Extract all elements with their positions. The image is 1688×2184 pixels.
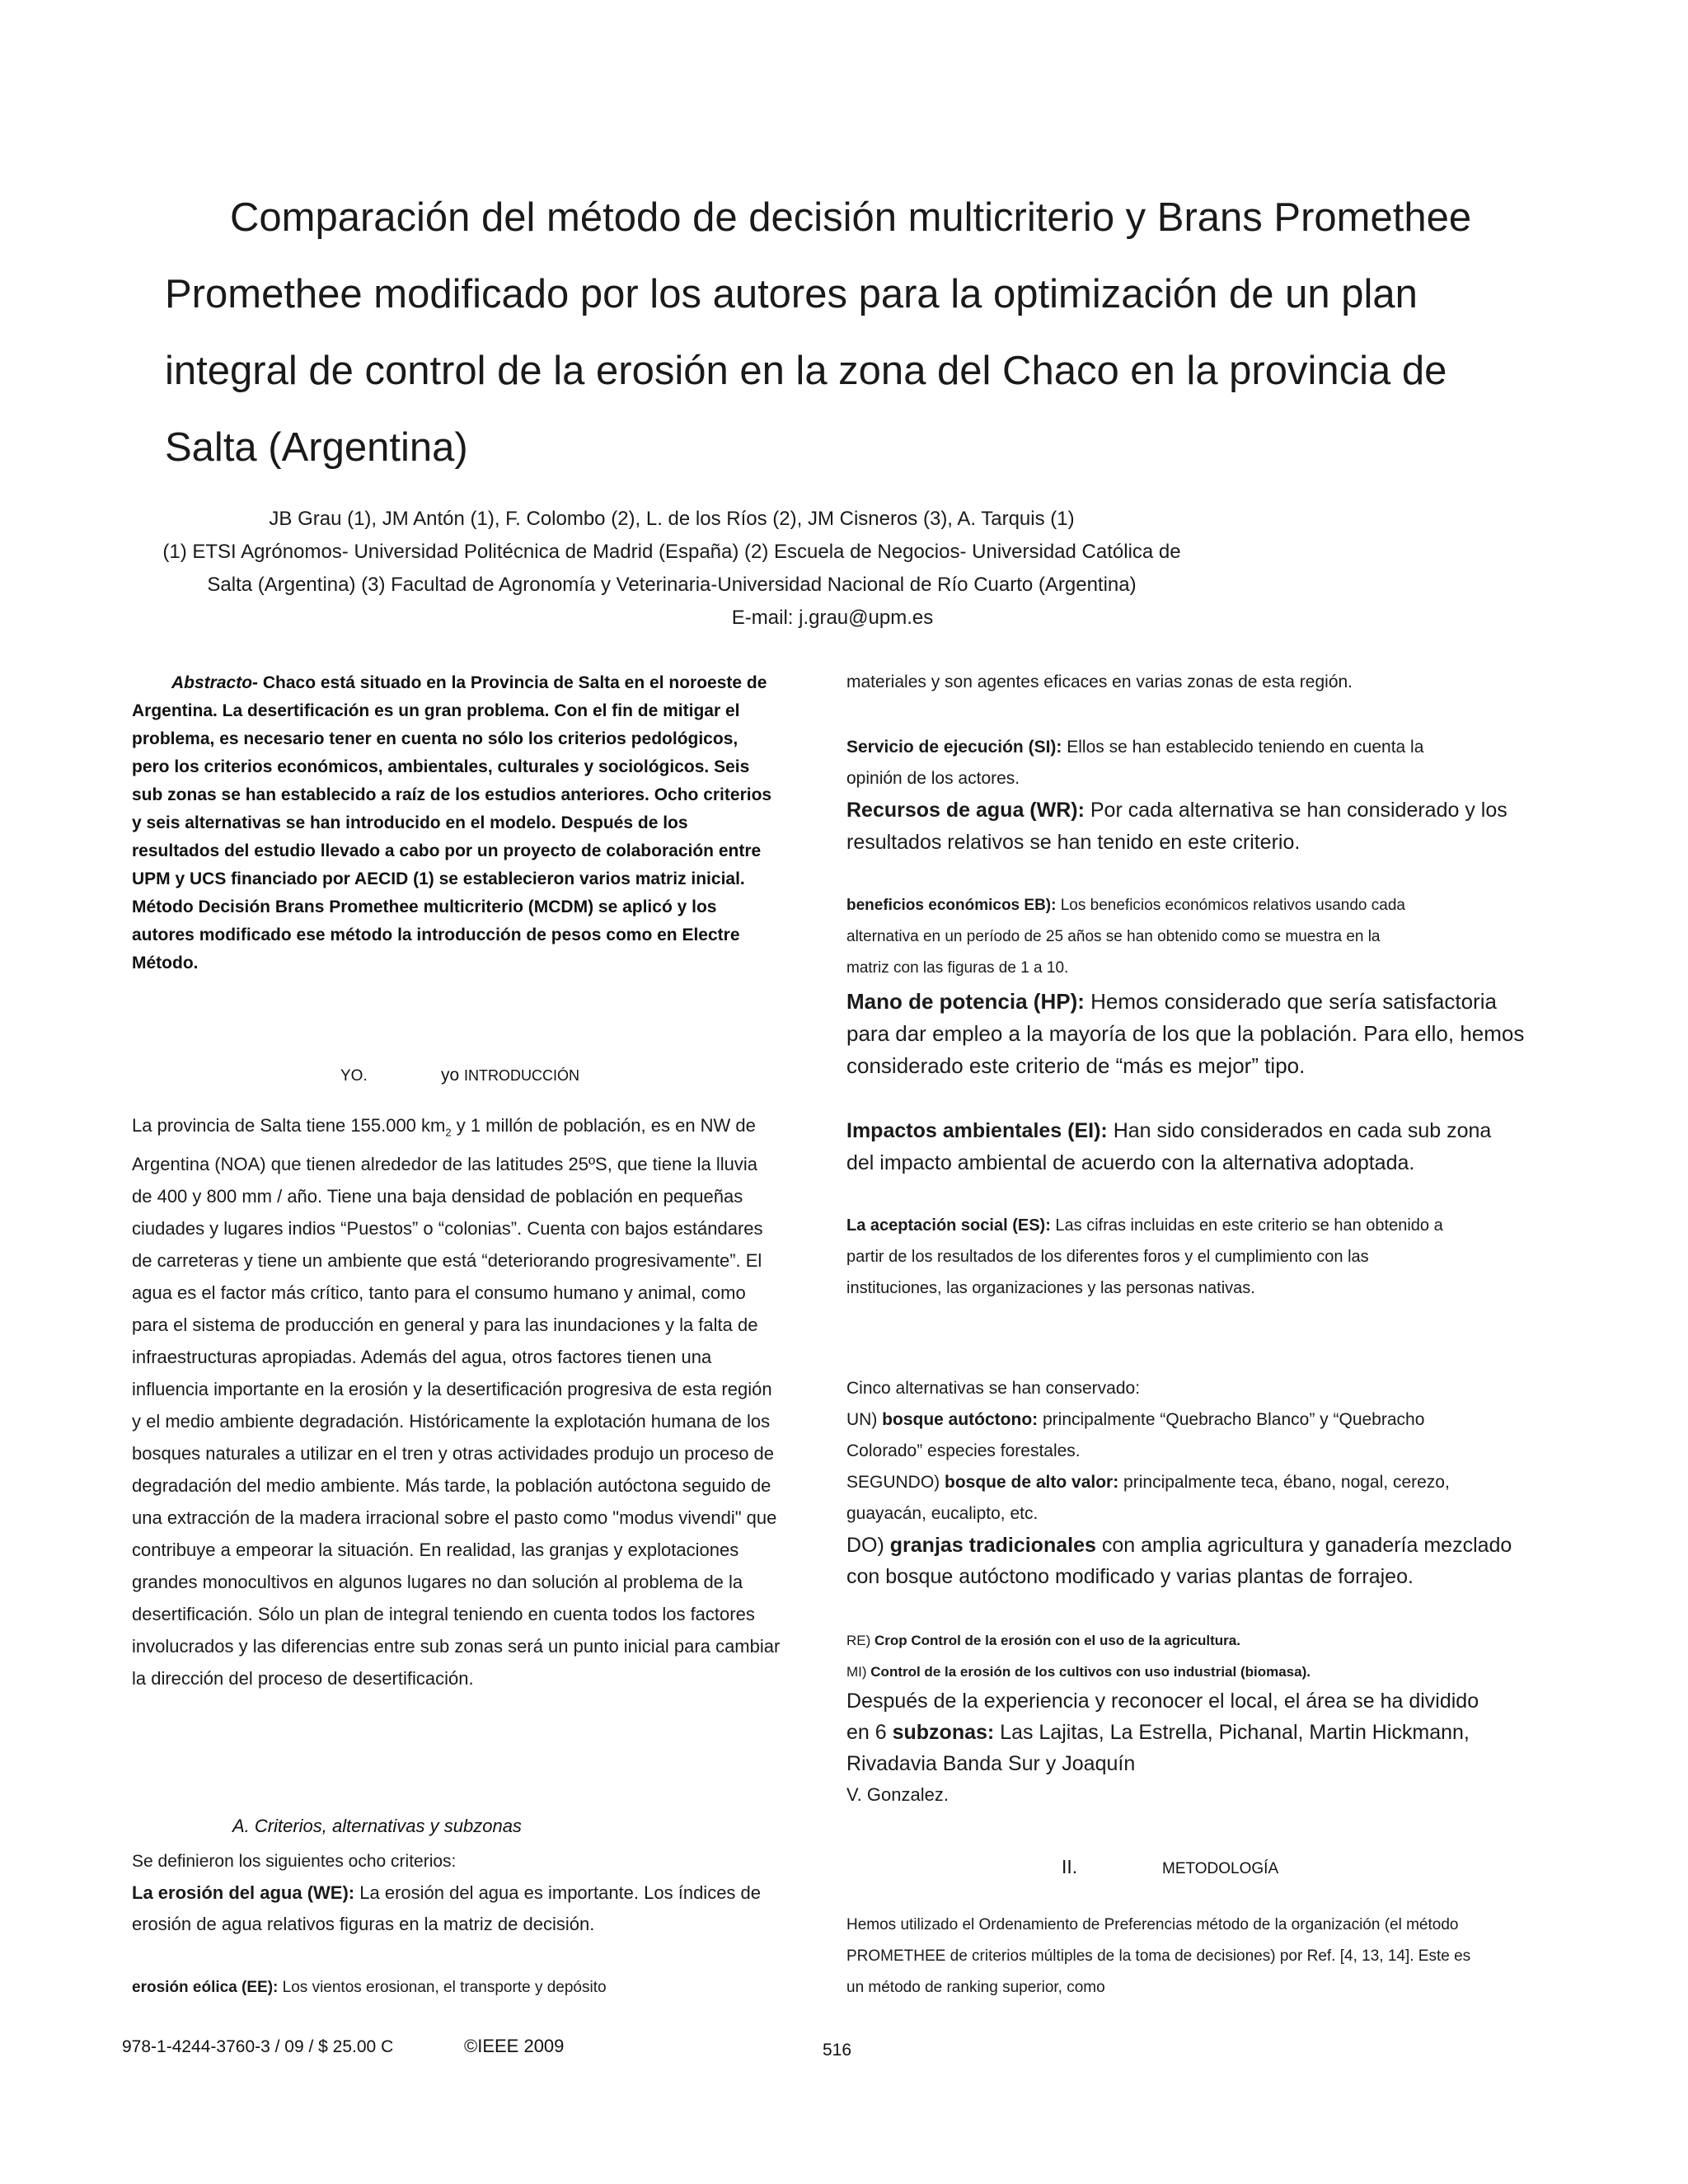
intro-line: contribuye a empeorar la situación. En realidad, las granjas y explotaciones [132,1540,739,1561]
subzones-text: en 6 [846,1721,893,1744]
criteria-body [132,1846,841,1940]
criterion-text: Han sido considerados en cada sub zona [1107,1119,1492,1142]
subzones-text: Rivadavia Banda Sur y Joaquín [846,1752,1136,1775]
alternative-text: con amplia agricultura y ganadería mezclado [1095,1534,1512,1557]
criterion-text: para dar empleo a la mayoría de los que la población. Para ello, hemos [846,1021,1525,1046]
introduction-body [132,1109,841,1694]
abstract [132,669,832,977]
criterion-text: Hemos considerado que sería satisfactoria [1084,989,1497,1014]
intro-line: influencia importante en la erosión y la desertificación progresiva de esta región [132,1379,772,1400]
subzones-text: Después de la experiencia y reconocer el local, el área se ha dividido [846,1690,1479,1713]
criterion-text: alternativa en un período de 25 años se han obtenido como se muestra en la [846,928,1381,945]
criterion-eb [846,890,1588,984]
section-title: INTRODUCCIÓN [464,1067,580,1084]
alternative-prefix: MI) [846,1664,871,1680]
title-line: Salta (Argentina) [165,425,468,470]
title-line: integral de control de la erosión en la zona del Chaco en la provincia de [165,349,1447,393]
alternative-label: bosque autóctono: [882,1410,1039,1429]
abstract-line: Método Decisión Brans Promethee multicriterio (MCDM) se aplicó y los [132,898,717,916]
criterion-label: Mano de potencia (HP): [846,989,1085,1014]
superscript-2: 2 [445,1126,452,1139]
subzones-text: Las Lajitas, La Estrella, Pichanal, Martin Hickmann, [994,1721,1470,1744]
criterion-es [846,1210,1588,1304]
alternatives-list [846,1373,1588,1592]
criterion-text: Los vientos erosionan, el transporte y depósito [278,1979,607,1996]
criterion-text: Las cifras incluidas en este criterio se han obtenido a [1050,1216,1443,1235]
criterion-text: Por cada alternativa se han considerado y los [1084,799,1507,822]
criterion-label: La aceptación social (ES): [846,1216,1051,1235]
abstract-line: Método. [132,954,199,972]
abstract-line: pero los criterios económicos, ambientales, culturales y sociológicos. Seis [132,757,750,776]
criterion-label: Servicio de ejecución (SI): [846,738,1062,757]
alternative-label: bosque de alto valor: [945,1473,1119,1492]
alternative-text: Crop Control de la erosión con el uso de la agricultura. [874,1633,1240,1648]
criterion-text: erosión de agua relativos figuras en la matriz de decisión. [132,1914,595,1934]
title-line: Promethee modificado por los autores para la optimización de un plan [165,272,1418,316]
criterion-text: matriz con las figuras de 1 a 10. [846,959,1069,977]
criterion-label: Impactos ambientales (EI): [846,1119,1108,1142]
intro-text: y 1 millón de población, es en NW de [451,1115,756,1136]
alternative-text: principalmente “Quebracho Blanco” y “Quebracho [1038,1410,1425,1429]
alternative-text: principalmente teca, ébano, nogal, cerezo, [1118,1473,1450,1492]
subzones [846,1685,1588,1811]
methodology-line: un método de ranking superior, como [846,1979,1105,1996]
intro-line: de carreteras y tiene un ambiente que está “deteriorando progresivamente”. El [132,1250,762,1272]
abstract-line: autores modificado ese método la introducción de pesos como en Electre [132,926,740,944]
criterion-ee [132,1971,841,2004]
section-number: YO. [340,1067,368,1085]
alternative-prefix: UN) [846,1410,883,1429]
alternative-text: guayacán, eucalipto, etc. [846,1504,1039,1523]
affiliation-line: (1) ETSI Agrónomos- Universidad Politécnica de Madrid (España) (2) Escuela de Negocios- Universidad Católica de [162,541,1181,563]
right-column [846,666,1588,698]
criterion-label: Recursos de agua (WR): [846,799,1085,822]
criterion-text: opinión de los actores. [846,769,1020,788]
alternative-prefix: DO) [846,1534,890,1557]
footer-copyright: ©IEEE 2009 [464,2036,565,2056]
criterion-label: erosión eólica (EE): [132,1979,279,1996]
criterion-text: del impacto ambiental de acuerdo con la alternativa adoptada. [846,1151,1415,1174]
intro-line: infraestructuras apropiadas. Además del agua, otros factores tienen una [132,1347,712,1368]
alternative-text: Control de la erosión de los cultivos con uso industrial (biomasa). [870,1664,1311,1680]
subsection-title: A. Criterios, alternativas y subzonas [232,1816,522,1836]
abstract-line: sub zonas se han establecido a raíz de los estudios anteriores. Ocho criterios [132,785,772,804]
alternative-label: granjas tradicionales [889,1534,1096,1557]
intro-text: La provincia de Salta tiene 155.000 km [132,1115,446,1136]
criterion-si [846,732,1588,859]
section-number-alt: yo [441,1066,460,1085]
affiliation-line: Salta (Argentina) (3) Facultad de Agronomía y Veterinaria-Universidad Nacional de Río Cuarto (Argentina) [207,574,1137,596]
criterion-text: La erosión del agua es importante. Los índices de [354,1882,762,1903]
subzones-label: subzonas: [892,1721,995,1744]
intro-line: una extracción de la madera irracional sobre el pasto como "modus vivendi" que [132,1507,777,1529]
methodology-line: Hemos utilizado el Ordenamiento de Preferencias método de la organización (el método [846,1916,1459,1933]
criterion-text: Ellos se han establecido teniendo en cuenta la [1062,738,1424,757]
abstract-line: Argentina. La desertificación es un gran problema. Con el fin de mitigar el [132,701,740,720]
intro-line: desertificación. Sólo un plan de integral teniendo en cuenta todos los factores [132,1604,755,1625]
criterion-text: Los beneficios económicos relativos usando cada [1056,897,1405,914]
intro-line: degradación del medio ambiente. Más tarde, la población autóctona seguido de [132,1475,771,1497]
author-email: E-mail: j.grau@upm.es [731,607,934,629]
alternative-text: con bosque autóctono modificado y varias plantas de forrajeo. [846,1565,1414,1588]
subzones-text: V. Gonzalez. [846,1784,949,1805]
author-names: JB Grau (1), JM Antón (1), F. Colombo (2), L. de los Ríos (2), JM Cisneros (3), A. Tarquis (1) [269,508,1075,530]
intro-line: involucrados y las diferencias entre sub zonas será un punto inicial para cambiar [132,1636,781,1657]
page-number: 516 [823,2041,852,2060]
intro-line: la dirección del proceso de desertificación. [132,1668,474,1690]
intro-line: bosques naturales a utilizar en el tren y otras actividades produjo un proceso de [132,1443,775,1465]
intro-line: Argentina (NOA) que tienen alrededor de las latitudes 25ºS, que tiene la lluvia [132,1154,757,1175]
paper-title [165,180,1550,486]
footer-isbn: 978-1-4244-3760-3 / 09 / $ 25.00 C [122,2037,394,2056]
section-title: METODOLOGÍA [1162,1860,1279,1877]
criterion-text: considerado este criterio de “más es mejor” tipo. [846,1053,1306,1078]
abstract-line: y seis alternativas se han introducido en el modelo. Después de los [132,813,688,832]
intro-line: de 400 y 800 mm / año. Tiene una baja densidad de población en pequeñas [132,1186,743,1207]
section-number: II. [1062,1856,1078,1877]
criterion-label: beneficios económicos EB): [846,897,1057,914]
abstract-line: Chaco está situado en la Provincia de Salta en el noroeste de [262,673,767,692]
intro-line: y el medio ambiente degradación. Históricamente la explotación humana de los [132,1411,771,1432]
criterion-text: partir de los resultados de los diferentes foros y el cumplimiento con las [846,1248,1369,1266]
abstract-line: problema, es necesario tener en cuenta no sólo los criterios pedológicos, [132,729,738,748]
alternatives-intro: Cinco alternativas se han conservado: [846,1379,1141,1398]
alternatives-list-2 [846,1625,1588,1688]
abstract-label: Abstracto- [171,673,259,692]
criterion-ei [846,1115,1588,1179]
intro-line: grandes monocultivos en algunos lugares no dan solución al problema de la [132,1572,743,1593]
methodology-line: PROMETHEE de criterios múltiples de la toma de decisiones) por Ref. [4, 13, 14]. Este es [846,1947,1471,1965]
alternative-prefix: RE) [846,1633,874,1648]
criteria-intro: Se definieron los siguientes ocho criterios: [132,1852,457,1871]
intro-line: ciudades y lugares indios “Puestos” o “colonias”. Cuenta con bajos estándares [132,1218,763,1240]
abstract-line: UPM y UCS financiado por AECID (1) se establecieron varios matriz inicial. [132,869,745,888]
methodology-body [846,1910,1588,2004]
intro-line: para el sistema de producción en general y para las inundaciones y la falta de [132,1315,758,1336]
criterion-hp [846,986,1588,1082]
criterion-text: instituciones, las organizaciones y las personas nativas. [846,1279,1255,1297]
criterion-label: La erosión del agua (WE): [132,1882,355,1903]
alternative-text: Colorado” especies forestales. [846,1441,1081,1460]
alternative-prefix: SEGUNDO) [846,1473,945,1492]
abstract-line: resultados del estudio llevado a cabo por un proyecto de colaboración entre [132,841,762,860]
continued-text: materiales y son agentes eficaces en varias zonas de esta región. [846,673,1353,691]
title-line: Comparación del método de decisión multicriterio y Brans Promethee [230,195,1472,240]
intro-line: agua es el factor más crítico, tanto para el consumo humano y animal, como [132,1282,746,1304]
section-heading [441,1066,579,1085]
criterion-text: resultados relativos se han tenido en este criterio. [846,831,1301,854]
